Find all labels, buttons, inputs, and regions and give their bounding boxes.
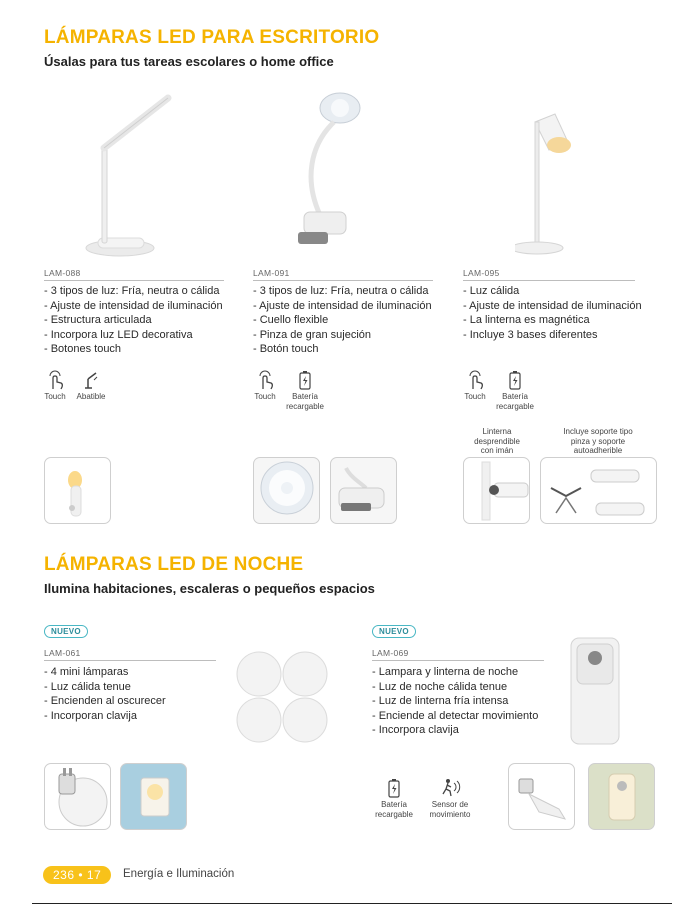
- feature-item: - Incorpora luz LED decorativa: [44, 328, 193, 341]
- product-code: LAM-069: [372, 648, 409, 658]
- feature-item: - 3 tipos de luz: Fría, neutra o cálida: [44, 285, 220, 297]
- note-line: desprendible: [474, 436, 520, 446]
- feature-item: - Ajuste de intensidad de iluminación: [463, 299, 642, 312]
- feature-item: - Pinza de gran sujeción: [253, 328, 372, 341]
- icon-label-line: movimiento: [429, 809, 471, 819]
- touch-icon: [256, 370, 274, 390]
- note-line: pinza y soporte: [570, 436, 626, 446]
- icon-label-line: recargable: [286, 401, 324, 411]
- icon-label-line: recargable: [375, 809, 413, 819]
- feature-touch: [460, 370, 490, 402]
- feature-battery: [372, 778, 416, 819]
- divider: [253, 280, 433, 281]
- feature-item: - Incorporan clavija: [44, 709, 137, 722]
- desk-lamp-lam095-image: [515, 100, 595, 260]
- thumbnail-night-glow: [588, 763, 655, 830]
- feature-item: - Incluye 3 bases diferentes: [463, 328, 598, 341]
- feature-item: - Ajuste de intensidad de iluminación: [44, 299, 223, 312]
- section-title-desk-lamps: LÁMPARAS LED PARA ESCRITORIO: [44, 27, 380, 48]
- section-subtitle-night-lamps: Ilumina habitaciones, escaleras o pequeños espacios: [44, 581, 375, 596]
- note-line: autoadherible: [573, 446, 623, 455]
- note-line: con imán: [480, 446, 514, 455]
- foldable-icon: [82, 370, 100, 390]
- feature-item: - Incorpora clavija: [372, 724, 459, 736]
- feature-battery: [282, 370, 328, 411]
- thumbnail-plug-side: [508, 763, 575, 830]
- feature-item: - Botón touch: [253, 343, 319, 355]
- divider: [463, 280, 635, 281]
- icon-label: Abatible: [76, 392, 106, 401]
- icon-label-line: Batería: [502, 392, 528, 401]
- battery-icon: [298, 370, 312, 390]
- note-magnetic-flashlight: [466, 427, 528, 456]
- feature-touch: [40, 370, 70, 402]
- new-badge: NUEVO: [372, 625, 416, 638]
- divider: [44, 660, 216, 661]
- thumbnail-decorative-light: [44, 457, 111, 524]
- thumbnail-lamp-head: [253, 457, 320, 524]
- feature-item: - La linterna es magnética: [463, 314, 590, 326]
- feature-item: - Ajuste de intensidad de iluminación: [253, 299, 432, 312]
- icon-label: Touch: [464, 392, 486, 401]
- product-code: LAM-088: [44, 268, 81, 278]
- section-title-night-lamps: LÁMPARAS LED DE NOCHE: [44, 554, 304, 575]
- feature-item: - Luz de noche cálida tenue: [372, 680, 508, 693]
- feature-motion-sensor: [424, 778, 476, 819]
- note-included-supports: [548, 427, 648, 456]
- icon-label: Touch: [44, 392, 66, 401]
- divider: [44, 280, 224, 281]
- touch-icon: [46, 370, 64, 390]
- feature-list: [44, 665, 166, 723]
- feature-battery: [492, 370, 538, 411]
- battery-icon: [387, 778, 401, 798]
- mini-lamps-lam061-image: [235, 650, 330, 745]
- icon-label-line: recargable: [496, 401, 534, 411]
- battery-icon: [508, 370, 522, 390]
- feature-foldable: [73, 370, 109, 402]
- feature-list: [253, 284, 432, 357]
- feature-item: - Encienden al oscurecer: [44, 695, 166, 707]
- feature-item: - Luz de linterna fría intensa: [372, 695, 509, 707]
- page-number-pill: 236 • 17: [43, 866, 111, 884]
- night-light-lam069-image: [565, 634, 625, 749]
- note-line: Linterna: [482, 427, 512, 436]
- feature-touch: [250, 370, 280, 402]
- product-code: LAM-091: [253, 268, 290, 278]
- feature-list: [372, 665, 538, 738]
- feature-list: [463, 284, 642, 342]
- footer-line: [32, 903, 672, 904]
- feature-item: - Estructura articulada: [44, 314, 152, 326]
- motion-sensor-icon: [439, 778, 461, 798]
- feature-item: - 4 mini lámparas: [44, 666, 129, 678]
- feature-item: - Luz cálida tenue: [44, 680, 131, 693]
- desk-lamp-lam088-image: [80, 90, 190, 260]
- thumbnail-plug: [44, 763, 111, 830]
- feature-item: - Luz cálida: [463, 285, 520, 297]
- section-subtitle-desk-lamps: Úsalas para tus tareas escolares o home office: [44, 54, 334, 69]
- feature-item: - Enciende al detectar movimiento: [372, 709, 539, 722]
- feature-item: - Cuello flexible: [253, 314, 329, 326]
- thumbnail-supports: [540, 457, 657, 524]
- feature-item: - Lampara y linterna de noche: [372, 666, 519, 678]
- touch-icon: [466, 370, 484, 390]
- clip-lamp-lam091-image: [290, 90, 370, 260]
- feature-item: - 3 tipos de luz: Fría, neutra o cálida: [253, 285, 429, 297]
- icon-label-line: Batería: [381, 800, 407, 809]
- product-code: LAM-095: [463, 268, 500, 278]
- thumbnail-magnet: [463, 457, 530, 524]
- icon-label-line: Sensor de: [431, 800, 469, 809]
- icon-label-line: Batería: [292, 392, 318, 401]
- feature-list: [44, 284, 223, 357]
- footer-category: Energía e Iluminación: [123, 868, 235, 880]
- note-line: Incluye soporte tipo: [563, 427, 633, 436]
- thumbnail-wall-light: [120, 763, 187, 830]
- thumbnail-clip: [330, 457, 397, 524]
- divider: [372, 660, 544, 661]
- product-code: LAM-061: [44, 648, 81, 658]
- feature-item: - Botones touch: [44, 343, 122, 355]
- icon-label: Touch: [254, 392, 276, 401]
- new-badge: NUEVO: [44, 625, 88, 638]
